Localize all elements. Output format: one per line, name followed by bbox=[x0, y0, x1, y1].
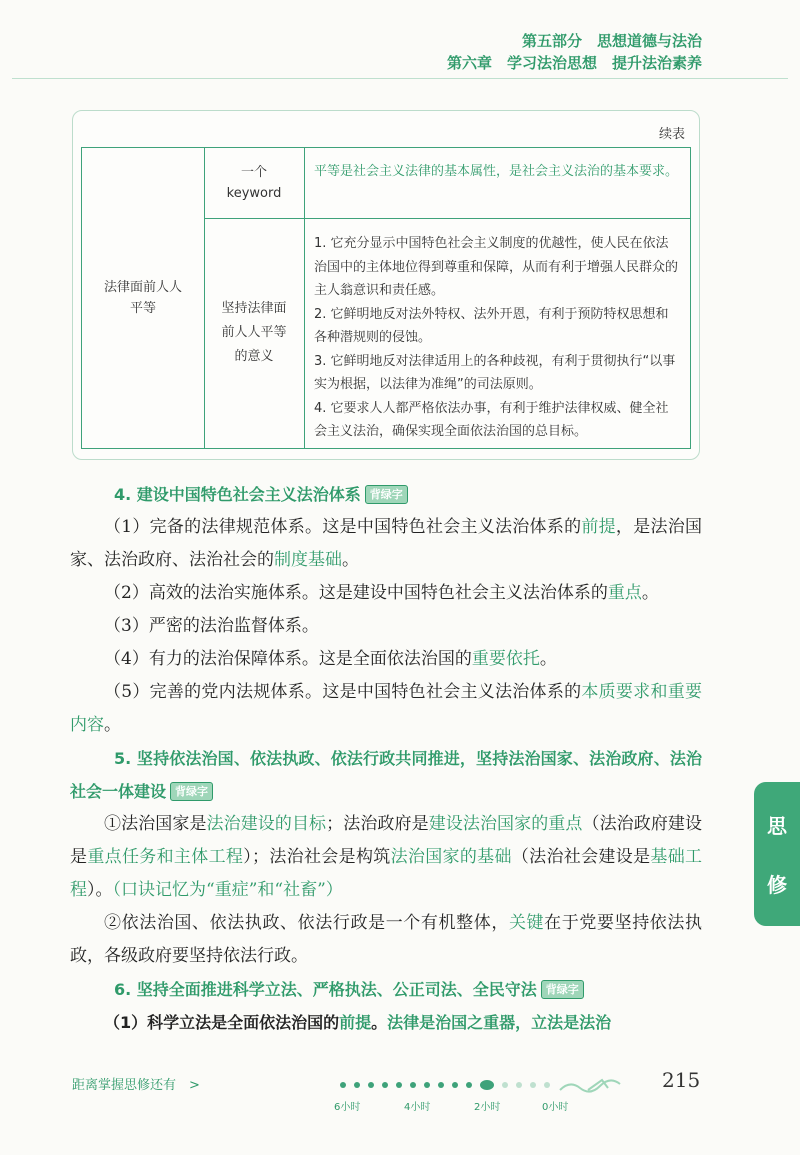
chapter-title: 第六章 学习法治思想 提升法治素养 bbox=[446, 54, 702, 72]
page-header bbox=[447, 30, 702, 74]
paragraph: （1）完备的法律规范体系。这是中国特色社会主义法治体系的前提，是法治国家、法治政府、法治社会的制度基础。 bbox=[70, 517, 703, 570]
section-6-heading: 6. 坚持全面推进科学立法、严格执法、公正司法、全民守法 背绿字 bbox=[70, 973, 702, 1006]
progress-dot bbox=[544, 1082, 550, 1088]
memorize-tag: 背绿字 bbox=[541, 980, 584, 999]
time-label: 2小时 bbox=[474, 1102, 501, 1113]
side-tab-char: 修 bbox=[767, 873, 787, 897]
subject-side-tab[interactable] bbox=[754, 782, 800, 926]
list-item: 4. 它要求人人都严格依法办事，有利于维护法律权威、健全社会主义法治，确保实现全面依法治国的总目标。 bbox=[314, 400, 669, 439]
list-item: 1. 它充分显示中国特色社会主义制度的优越性，使人民在依法治国中的主体地位得到尊重和保障，从而有利于增强人民群众的主人翁意识和责任感。 bbox=[314, 236, 679, 298]
table-col-divider bbox=[304, 148, 305, 448]
progress-dot bbox=[368, 1082, 374, 1088]
row-label-cell bbox=[82, 148, 204, 448]
progress-dot bbox=[396, 1082, 402, 1088]
wave-decoration-icon bbox=[558, 1076, 628, 1094]
sub2-label: 坚持法律面前人人平等的意义 bbox=[221, 301, 287, 364]
header-divider bbox=[12, 78, 788, 79]
progress-marker bbox=[480, 1080, 494, 1090]
list-item: 3. 它鲜明地反对法律适用上的各种歧视，有利于贯彻执行“以事实为根据，以法律为准绳”的司法原则。 bbox=[314, 353, 676, 392]
progress-dot bbox=[502, 1082, 508, 1088]
section-5-heading: 5. 坚持依法治国、依法执政、依法行政共同推进，坚持法治国家、法治政府、法治社会一体建设 背绿字 bbox=[70, 749, 702, 801]
continued-table bbox=[72, 110, 700, 460]
progress-dot bbox=[410, 1082, 416, 1088]
memorize-tag: 背绿字 bbox=[170, 782, 213, 801]
paragraph: （3）严密的法治监督体系。 bbox=[104, 616, 319, 636]
progress-dot bbox=[516, 1082, 522, 1088]
sub-label-cell bbox=[204, 218, 304, 448]
time-label: 4小时 bbox=[404, 1102, 431, 1113]
progress-dot bbox=[424, 1082, 430, 1088]
time-label: 0小时 bbox=[542, 1102, 569, 1113]
progress-dot bbox=[452, 1082, 458, 1088]
continued-label: 续表 bbox=[658, 127, 685, 142]
progress-dot bbox=[438, 1082, 444, 1088]
paragraph: ②依法治国、依法执政、依法行政是一个有机整体，关键在于党要坚持依法执政，各级政府要坚持依法行政。 bbox=[70, 913, 703, 966]
sub-label-cell bbox=[204, 148, 304, 218]
part-title: 第五部分 思想道德与法治 bbox=[521, 32, 702, 50]
sub1-label: 一个 keyword bbox=[226, 165, 282, 201]
table-grid bbox=[81, 147, 691, 449]
progress-dot bbox=[466, 1082, 472, 1088]
paragraph: ①法治国家是法治建设的目标；法治政府是建设法治国家的重点（法治政府建设是重点任务和主体工程）；法治社会是构筑法治国家的基础（法治社会建设是基础工程）。（口诀记忆为“重症”和“社畜”） bbox=[70, 814, 703, 900]
progress-dot bbox=[340, 1082, 346, 1088]
paragraph: （2）高效的法治实施体系。这是建设中国特色社会主义法治体系的重点。 bbox=[104, 583, 659, 603]
list-item: 2. 它鲜明地反对法外特权、法外开恩，有利于预防特权思想和各种潜规则的侵蚀。 bbox=[314, 306, 669, 345]
section-4-heading: 4. 建设中国特色社会主义法治体系 背绿字 bbox=[70, 478, 702, 511]
progress-dot bbox=[382, 1082, 388, 1088]
time-label: 6小时 bbox=[334, 1102, 361, 1113]
progress-dot bbox=[530, 1082, 536, 1088]
paragraph: （1）科学立法是全面依法治国的前提。法律是治国之重器，立法是法治 bbox=[104, 1013, 612, 1032]
side-tab-char: 思 bbox=[767, 814, 787, 838]
progress-track bbox=[340, 1080, 640, 1094]
progress-caption: 距离掌握思修还有 > bbox=[72, 1078, 200, 1093]
main-content bbox=[70, 478, 702, 1039]
row-label: 法律面前人人平等 bbox=[103, 280, 182, 316]
paragraph: （4）有力的法治保障体系。这是全面依法治国的重要依托。 bbox=[104, 649, 557, 669]
page-number: 215 bbox=[662, 1068, 701, 1092]
significance-list bbox=[314, 232, 680, 444]
progress-dot bbox=[354, 1082, 360, 1088]
sub1-text: 平等是社会主义法律的基本属性，是社会主义法治的基本要求。 bbox=[314, 164, 679, 179]
memorize-tag: 背绿字 bbox=[365, 485, 408, 504]
paragraph: （5）完善的党内法规体系。这是中国特色社会主义法治体系的本质要求和重要内容。 bbox=[70, 682, 702, 735]
